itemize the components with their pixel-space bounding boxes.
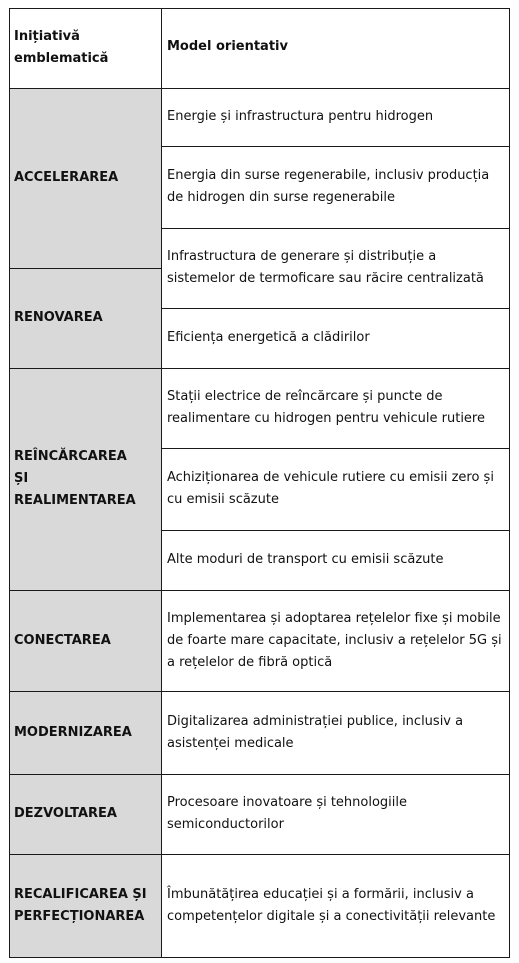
table-border [161,146,510,147]
table-border [9,691,510,692]
model-cell: Digitalizarea administrației publice, inclusiv a asistenței medicale [167,713,464,751]
model-cell: Îmbunătățirea educației și a formării, inclusiv a competențelor digitale și a conectivității relevante [167,887,496,924]
initiative-cell-conectarea [9,590,161,691]
model-cell: Infrastructura de generare și distribuție a sistemelor de termoficare sau răcire centralizată [167,249,484,286]
initiative-label: RENOVAREA [14,310,103,325]
table-border [9,854,510,855]
table-border [161,8,162,958]
table-border [9,590,510,591]
table-border [161,228,510,229]
initiative-label: REÎNCĂRCAREA ȘI REALIMENTAREA [14,449,136,508]
initiative-cell-renovarea [9,268,161,368]
initiatives-table [9,8,510,958]
model-cell: Eficiența energetică a clădirilor [167,330,370,345]
initiative-label: DEZVOLTAREA [14,806,117,821]
table-border [9,268,161,269]
table-border [9,8,10,958]
table-border [9,774,510,775]
table-border [9,957,510,958]
table-border [161,530,510,531]
model-cell: Achiziționarea de vehicule rutiere cu emisii zero și cu emisii scăzute [167,470,494,507]
model-cell: Energie și infrastructura pentru hidrogen [167,109,434,124]
table-border [9,368,510,369]
initiative-cell-accelerarea [9,88,161,268]
table-border [9,88,510,89]
model-cell: Energia din surse regenerabile, inclusiv producția de hidrogen din surse regenerabile [167,168,490,205]
initiative-label: ACCELERAREA [14,170,119,185]
initiative-cell-modernizarea [9,691,161,774]
model-cell: Alte moduri de transport cu emisii scăzute [167,552,444,567]
table-border [509,8,510,958]
initiative-cell-dezvoltarea [9,774,161,854]
initiative-cell-reincarcarea [9,368,161,590]
initiative-label: RECALIFICAREA ȘI PERFECȚIONAREA [14,887,147,924]
table-border [161,448,510,449]
header-model: Model orientativ [167,39,288,54]
model-cell: Implementarea și adoptarea rețelelor fixe și mobile de foarte mare capacitate, inclusiv a rețelelor 5G și a rețelelor de fibră optică [167,610,502,670]
table-border [9,8,510,9]
table-border [161,308,510,309]
model-cell: Stații electrice de reîncărcare și puncte de realimentare cu hidrogen pentru vehicule rutiere [167,389,485,426]
initiative-label: MODERNIZAREA [14,724,132,740]
initiative-cell-recalificarea [9,854,161,958]
header-initiative: Inițiativă emblematică [14,29,109,66]
initiative-label: CONECTAREA [14,632,111,648]
model-cell: Procesoare inovatoare și tehnologiile semiconductorilor [167,795,408,832]
